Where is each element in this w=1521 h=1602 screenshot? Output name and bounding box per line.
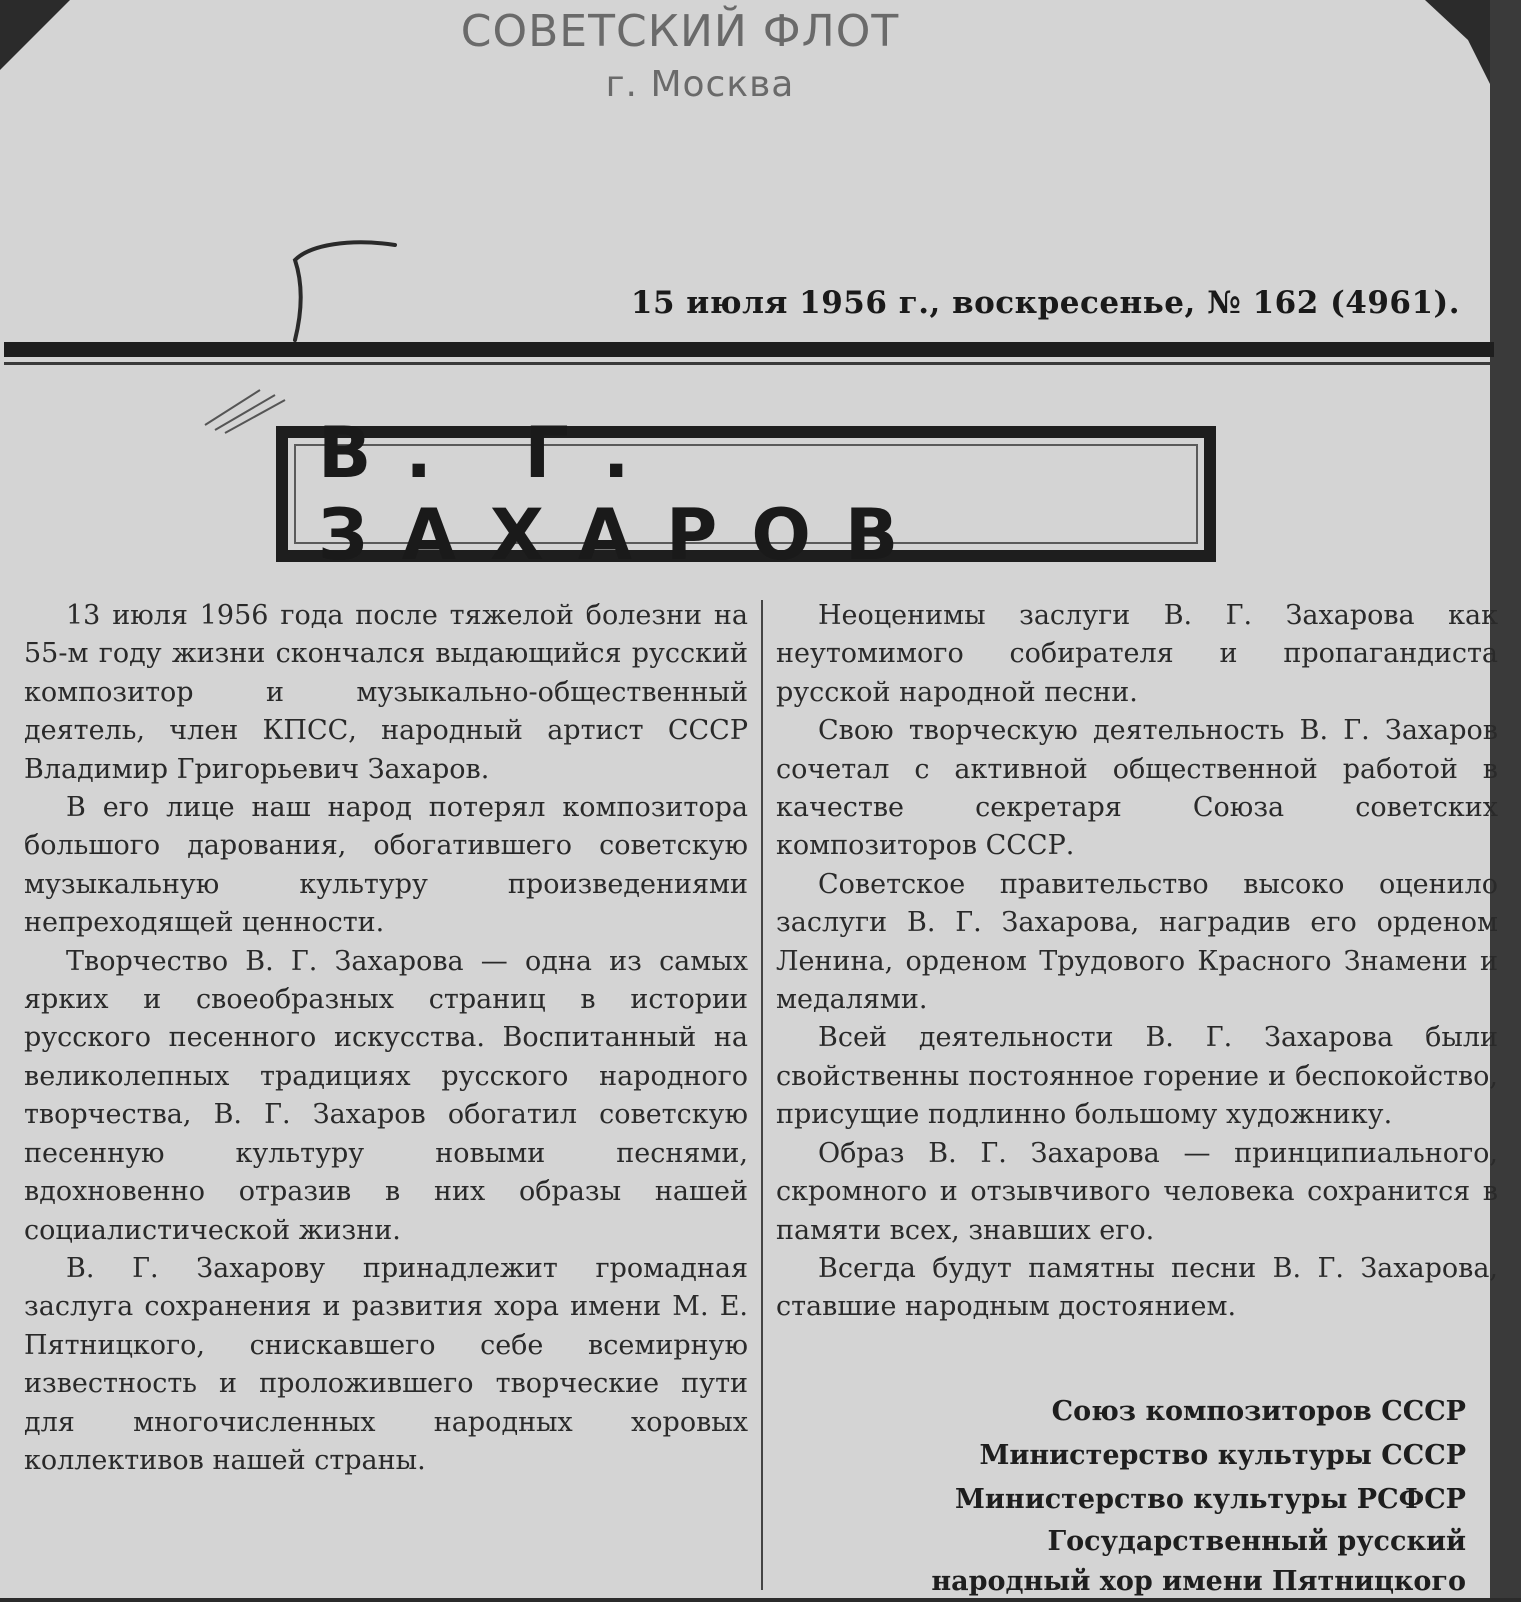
masthead-rule — [4, 342, 1494, 357]
paragraph: Свою творческую деятельность В. Г. Захаров сочетал с активной общественной работой в качестве секретаря Союза советских композиторов СССР. — [776, 715, 1498, 862]
paragraph: Творчество В. Г. Захарова — одна из самых ярких и своеобразных страниц в истории русского песенного искусства. Воспитанный на великолепных традициях русского народного творчества, В. Г. Захаров обогатил советскую песенную культуру новыми песнями, вдохновенно отразив в них образы нашей социалистической жизни. — [24, 945, 748, 1246]
signatory-choir-line1: Государственный русский — [1047, 1526, 1466, 1557]
handwritten-mark — [270, 230, 410, 350]
column-divider — [761, 600, 763, 1590]
paragraph: Всегда будут памятны песни В. Г. Захарова, ставшие народным достоянием. — [776, 1252, 1498, 1323]
paragraph: 13 июля 1956 года после тяжелой болезни на 55-м году жизни скончался выдающийся русский композитор и музыкально-общественный деятель, член КПСС, народный артист СССР Владимир Григорьевич Захаров. — [24, 600, 748, 785]
paragraph: Образ В. Г. Захарова — принципиального, скромного и отзывчивого человека сохранится в памяти всех, знавших его. — [776, 1137, 1498, 1246]
stamp-newspaper-name: СОВЕТСКИЙ ФЛОТ — [460, 6, 900, 57]
newspaper-stamp — [440, 4, 920, 110]
signatory-choir-line2: народный хор имени Пятницкого — [931, 1566, 1466, 1597]
signatory-ministry-ussr: Министерство культуры СССР — [979, 1440, 1466, 1471]
paragraph: Неоценимы заслуги В. Г. Захарова как неутомимого собирателя и пропагандиста русской народной песни. — [776, 600, 1498, 708]
headline-box — [276, 412, 1216, 576]
paragraph: В его лице наш народ потерял композитора большого дарования, обогатившего советскую музыкальную культуру произведениями непреходящей ценности. — [24, 792, 748, 939]
signatory-ministry-rsfsr: Министерство культуры РСФСР — [955, 1484, 1466, 1515]
article-right-column — [776, 597, 1498, 1327]
issue-dateline: 15 июля 1956 г., воскресенье, № 162 (4961). — [630, 285, 1460, 321]
signatories — [776, 1390, 1466, 1602]
paragraph: Всей деятельности В. Г. Захарова были свойственны постоянное горение и беспокойство, присущие подлинно большому художнику. — [776, 1022, 1498, 1131]
stamp-city: г. Москва — [605, 64, 795, 105]
masthead-rule-thin — [4, 362, 1494, 365]
paragraph: Советское правительство высоко оценило заслуги В. Г. Захарова, наградив его орденом Ленина, орденом Трудового Красного Знамени и медалями. — [776, 868, 1498, 1016]
paragraph: В. Г. Захарову принадлежит громадная заслуга сохранения и развития хора имени М. Е. Пятницкого, снискавшего себе всемирную известность и проложившего творческие пути для многочисленных народных хоровых коллективов нашей страны. — [24, 1252, 748, 1476]
article-left-column — [24, 597, 748, 1480]
signatory-composers-union: Союз композиторов СССР — [1051, 1396, 1466, 1427]
headline: В. Г. ЗАХАРОВ — [318, 412, 933, 576]
